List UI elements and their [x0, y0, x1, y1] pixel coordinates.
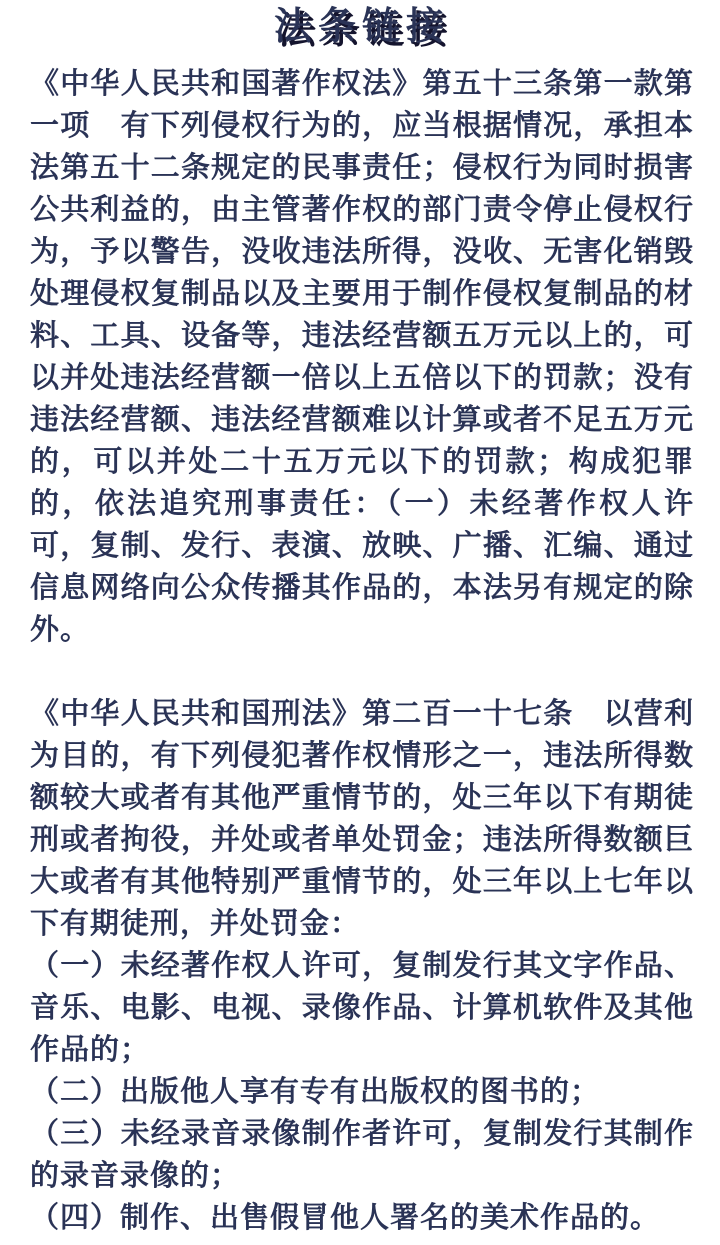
criminal-law-item-1: （一）未经著作权人许可，复制发行其文字作品、音乐、电影、电视、录像作品、计算机软件及其他作品的；: [30, 950, 694, 1066]
criminal-law-item-3: （三）未经录音录像制作者许可，复制发行其制作的录音录像的；: [30, 1118, 694, 1192]
page-title: 法条链接: [273, 6, 450, 48]
criminal-law-item-4: （四）制作、出售假冒他人署名的美术作品的。: [30, 1202, 661, 1234]
copyright-law-paragraph: 《中华人民共和国著作权法》第五十三条第一款第一项 有下列侵权行为的，应当根据情况，承担本法第五十二条规定的民事责任；侵权行为同时损害公共利益的，由主管著作权的部门责令停止侵权行为，予以警告，没收违法所得，没收、无害化销毁处理侵权复制品以及主要用于制作侵权复制品的材料、工具、设备等，违法经营额五万元以上的，可以并处违法经营额一倍以上五倍以下的罚款；没有违法经营额、违法经营额难以计算或者不足五万元的，可以并处二十五万元以下的罚款；构成犯罪的，依法追究刑事责任：（一）未经著作权人许可，复制、发行、表演、放映、广播、汇编、通过信息网络向公众传播其作品的，本法另有规定的除外。: [30, 68, 694, 646]
criminal-law-item-2: （二）出版他人享有专有出版权的图书的；: [30, 1076, 601, 1108]
criminal-law-paragraph: 《中华人民共和国刑法》第二百一十七条 以营利为目的，有下列侵犯著作权情形之一，违法所得数额较大或者有其他严重情节的，处三年以下有期徒刑或者拘役，并处或者单处罚金；违法所得数额巨大或者有其他特别严重情节的，处三年以上七年以下有期徒刑，并处罚金：: [30, 698, 694, 940]
